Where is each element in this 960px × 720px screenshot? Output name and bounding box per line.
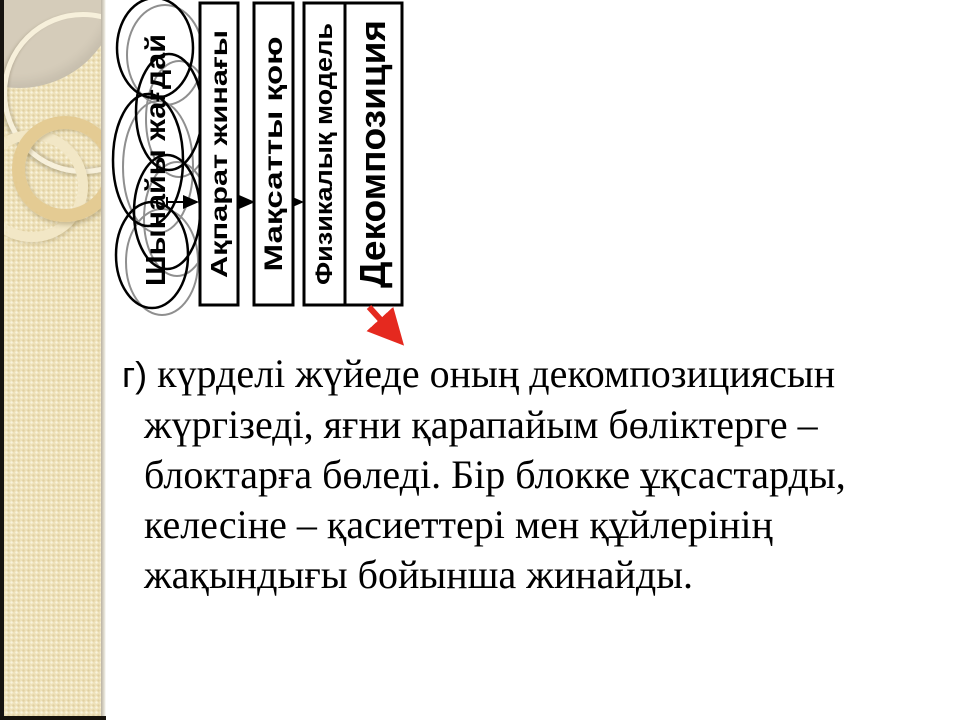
beige-texture-panel — [4, 0, 101, 717]
paragraph-text: күрделі жүйеде оның декомпозициясын жүргізеді, яғни қарапайым бөліктерге – блоктарға бөледі. Бір блокке ұқсастарды, келесіне – қасиеттері мен құйлерінің жақындығы бойынша жинайды. — [144, 351, 846, 597]
box-label-information-gathering: Ақпарат жинағы — [206, 92, 232, 278]
box-label-physical-model: Физикалық модель — [311, 52, 338, 285]
body-paragraph — [122, 349, 906, 600]
left-decoration-panel — [0, 0, 106, 720]
list-marker: г) — [122, 354, 148, 395]
box-label-goal-setting: Мақсатты қою — [260, 93, 288, 272]
flow-diagram — [105, 0, 425, 365]
panel-bottom-line — [0, 716, 106, 720]
cloud-label: Шынайы жағдай — [140, 54, 171, 286]
left-black-strip — [0, 0, 4, 720]
box-label-decomposition: Декомпозиция — [352, 27, 393, 288]
red-arrow — [369, 307, 398, 339]
